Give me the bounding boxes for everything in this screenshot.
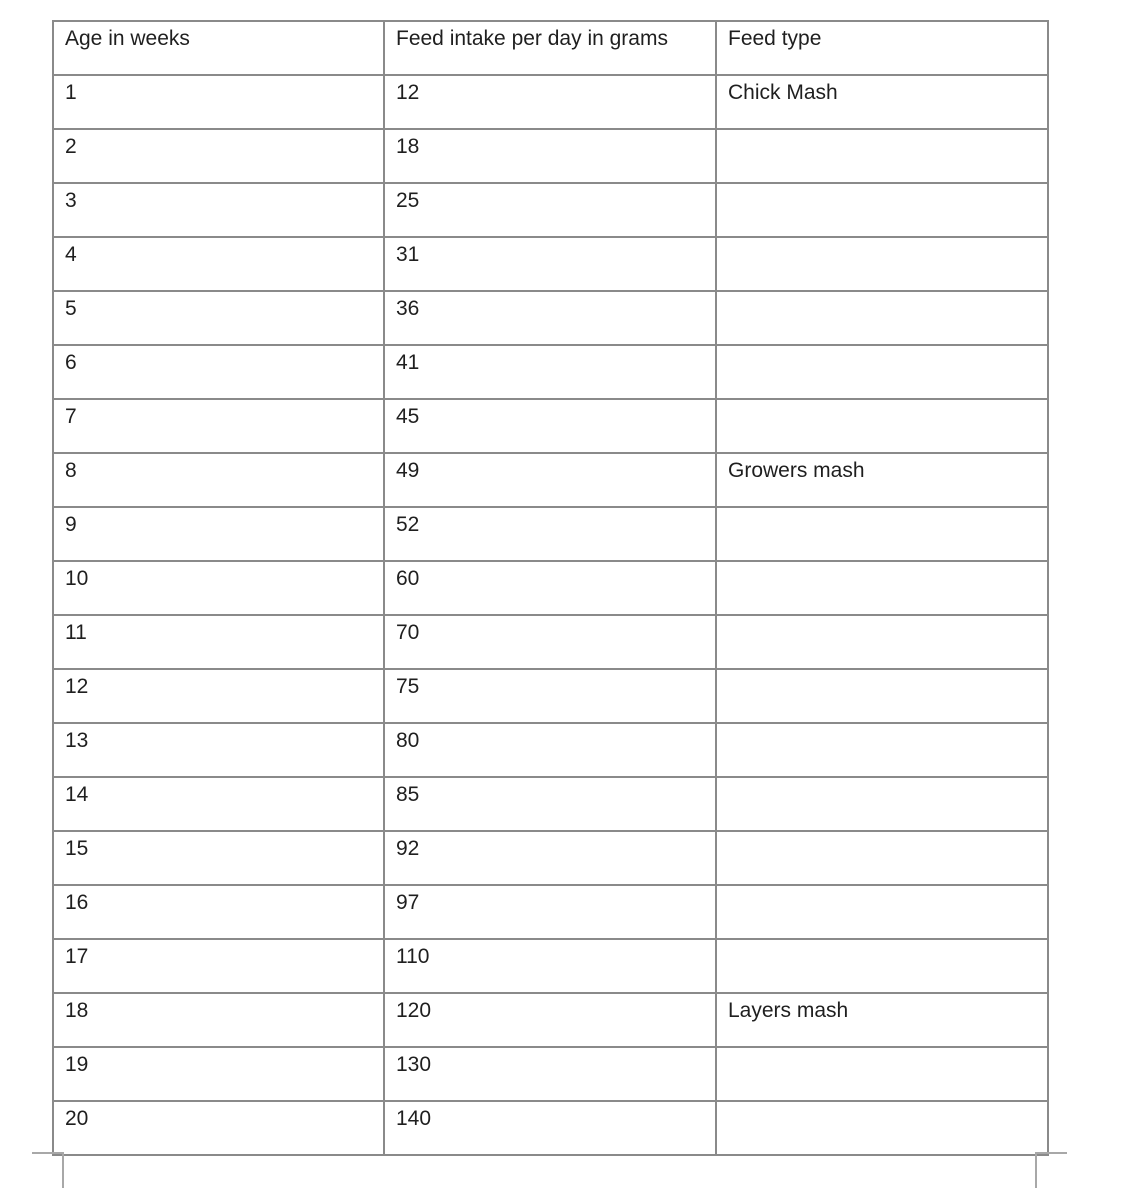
cell-feed-type (716, 561, 1048, 615)
page-corner-mark-left-vertical (62, 1152, 64, 1188)
cell-age-in-weeks: 12 (53, 669, 384, 723)
table-row (53, 1047, 1048, 1101)
table-row (53, 291, 1048, 345)
cell-feed-type (716, 831, 1048, 885)
header-age-in-weeks: Age in weeks (53, 21, 384, 75)
cell-age-in-weeks: 3 (53, 183, 384, 237)
cell-feed-intake: 31 (384, 237, 716, 291)
cell-feed-intake: 92 (384, 831, 716, 885)
cell-age-in-weeks: 14 (53, 777, 384, 831)
cell-age-in-weeks: 19 (53, 1047, 384, 1101)
cell-feed-intake: 140 (384, 1101, 716, 1155)
cell-age-in-weeks: 5 (53, 291, 384, 345)
page-corner-mark-right-vertical (1035, 1152, 1037, 1188)
cell-feed-type (716, 183, 1048, 237)
cell-age-in-weeks: 9 (53, 507, 384, 561)
cell-feed-type (716, 723, 1048, 777)
table-row (53, 129, 1048, 183)
cell-feed-type (716, 345, 1048, 399)
cell-feed-type (716, 669, 1048, 723)
cell-feed-intake: 97 (384, 885, 716, 939)
header-feed-type: Feed type (716, 21, 1048, 75)
cell-feed-intake: 18 (384, 129, 716, 183)
cell-feed-intake: 45 (384, 399, 716, 453)
cell-age-in-weeks: 2 (53, 129, 384, 183)
cell-feed-intake: 36 (384, 291, 716, 345)
table-row (53, 723, 1048, 777)
feed-intake-table (52, 20, 1049, 1156)
table-row (53, 237, 1048, 291)
cell-age-in-weeks: 15 (53, 831, 384, 885)
table-row (53, 669, 1048, 723)
cell-feed-type (716, 129, 1048, 183)
cell-feed-type (716, 1047, 1048, 1101)
table-row (53, 1101, 1048, 1155)
cell-feed-intake: 110 (384, 939, 716, 993)
cell-age-in-weeks: 6 (53, 345, 384, 399)
cell-feed-intake: 49 (384, 453, 716, 507)
table-row (53, 939, 1048, 993)
table-row (53, 399, 1048, 453)
cell-feed-type (716, 777, 1048, 831)
header-feed-intake: Feed intake per day in grams (384, 21, 716, 75)
cell-feed-type (716, 291, 1048, 345)
cell-age-in-weeks: 8 (53, 453, 384, 507)
cell-age-in-weeks: 7 (53, 399, 384, 453)
table-row (53, 885, 1048, 939)
cell-feed-type (716, 885, 1048, 939)
cell-feed-type: Growers mash (716, 453, 1048, 507)
table-row (53, 507, 1048, 561)
cell-age-in-weeks: 11 (53, 615, 384, 669)
cell-feed-intake: 60 (384, 561, 716, 615)
page-corner-mark-right (1035, 1152, 1067, 1154)
table-row (53, 183, 1048, 237)
cell-age-in-weeks: 13 (53, 723, 384, 777)
cell-feed-intake: 25 (384, 183, 716, 237)
cell-feed-type (716, 615, 1048, 669)
table-row (53, 75, 1048, 129)
cell-feed-type (716, 237, 1048, 291)
cell-feed-intake: 130 (384, 1047, 716, 1101)
cell-age-in-weeks: 20 (53, 1101, 384, 1155)
cell-feed-intake: 120 (384, 993, 716, 1047)
cell-feed-type (716, 399, 1048, 453)
cell-age-in-weeks: 17 (53, 939, 384, 993)
table-row (53, 561, 1048, 615)
cell-age-in-weeks: 4 (53, 237, 384, 291)
cell-feed-type (716, 507, 1048, 561)
table-header-row (53, 21, 1048, 75)
cell-age-in-weeks: 10 (53, 561, 384, 615)
cell-feed-intake: 70 (384, 615, 716, 669)
cell-age-in-weeks: 18 (53, 993, 384, 1047)
cell-age-in-weeks: 1 (53, 75, 384, 129)
table-row (53, 993, 1048, 1047)
table-body (53, 21, 1048, 1155)
table-row (53, 777, 1048, 831)
cell-feed-intake: 52 (384, 507, 716, 561)
table-row (53, 615, 1048, 669)
cell-feed-intake: 80 (384, 723, 716, 777)
table-row (53, 345, 1048, 399)
cell-feed-type (716, 939, 1048, 993)
cell-age-in-weeks: 16 (53, 885, 384, 939)
cell-feed-intake: 85 (384, 777, 716, 831)
cell-feed-type (716, 1101, 1048, 1155)
cell-feed-intake: 41 (384, 345, 716, 399)
table-row (53, 831, 1048, 885)
cell-feed-intake: 75 (384, 669, 716, 723)
cell-feed-intake: 12 (384, 75, 716, 129)
page-corner-mark-left (32, 1152, 64, 1154)
table-row (53, 453, 1048, 507)
cell-feed-type: Layers mash (716, 993, 1048, 1047)
cell-feed-type: Chick Mash (716, 75, 1048, 129)
